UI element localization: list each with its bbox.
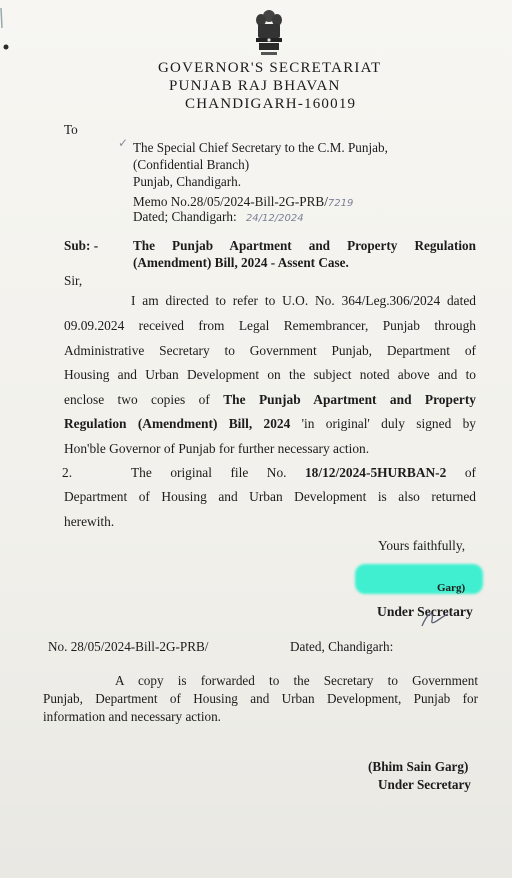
para2-word-no: No. — [266, 465, 287, 480]
para1-line-5 — [64, 387, 476, 412]
recipient-line-1: The Special Chief Secretary to the C.M. Punjab, — [133, 140, 388, 155]
signature-designation: Under Secretary — [377, 604, 473, 619]
para1-line-1: I am directed to refer to U.O. No. 364/Leg.306/2024 dated — [131, 293, 476, 308]
copy-dated-line: Dated, Chandigarh: — [290, 639, 394, 654]
para1-line-5-text: enclose two copies of — [64, 392, 210, 407]
para2-word-file: file — [230, 465, 249, 480]
subject-label: Sub: - — [64, 238, 99, 253]
header-line-1: GOVERNOR'S SECRETARIAT — [158, 60, 382, 76]
footer-signatory-name: (Bhim Sain Garg) — [368, 759, 469, 774]
copy-line-2: Punjab, Department of Housing and Urban Development, Punjab for — [43, 691, 478, 706]
memo-handwritten-number: 7219 — [327, 198, 354, 209]
footer-signatory-designation: Under Secretary — [378, 777, 471, 792]
bill-name-bold-2: Regulation (Amendment) Bill, 2024 — [64, 416, 291, 431]
copy-number-line: No. 28/05/2024-Bill-2G-PRB/ — [48, 639, 209, 654]
salutation: Sir, — [64, 273, 83, 288]
subject-line-2: (Amendment) Bill, 2024 - Assent Case. — [133, 255, 349, 270]
para2-line-2: Department of Housing and Urban Development is also returned — [64, 489, 476, 504]
signature-scrawl-icon — [420, 608, 450, 630]
tick-mark-icon: ✓ — [118, 136, 129, 150]
dated-line — [133, 208, 304, 227]
para1-line-6-text: 'in original' duly signed by — [301, 416, 476, 431]
para2-line-3: herewith. — [64, 514, 115, 529]
para1-line-2: 09.09.2024 received from Legal Remembrancer, Punjab through — [64, 318, 476, 333]
para2-word-of: of — [464, 465, 476, 480]
dated-handwritten: 24/12/2024 — [245, 213, 304, 224]
para1-line-6 — [64, 411, 476, 436]
state-emblem-icon — [252, 8, 286, 58]
copy-line-3: information and necessary action. — [43, 709, 221, 724]
recipient-line-3: Punjab, Chandigarh. — [133, 174, 242, 189]
para1-line-4: Housing and Urban Development on the subject noted above and to — [64, 367, 476, 382]
page-edge-mark — [0, 8, 6, 28]
header-line-2: PUNJAB RAJ BHAVAN — [169, 78, 341, 94]
recipient-line-2: (Confidential Branch) — [133, 157, 250, 172]
para2-number: 2. — [62, 465, 73, 480]
copy-line-1: A copy is forwarded to the Secretary to Government — [115, 673, 478, 688]
para2-line-1 — [131, 460, 476, 485]
para2-word-the: The — [131, 465, 152, 480]
para1-line-3: Administrative Secretary to Government Punjab, Department of — [64, 343, 476, 358]
para2-word-original: original — [170, 465, 212, 480]
para1-line-7: Hon'ble Governor of Punjab for further necessary action. — [64, 441, 370, 456]
dated-label: Dated; Chandigarh: — [133, 209, 237, 224]
signature-name-partial: Garg) — [437, 582, 466, 594]
memo-number: Memo No.28/05/2024-Bill-2G-PRB/ — [133, 194, 328, 209]
to-label: To — [64, 122, 78, 137]
bill-name-bold-1: The Punjab Apartment and Property — [223, 392, 476, 407]
closing: Yours faithfully, — [378, 538, 466, 553]
subject-line-1: The Punjab Apartment and Property Regulation — [133, 238, 476, 253]
page-dot — [3, 44, 9, 50]
file-number-bold: 18/12/2024-5HURBAN-2 — [304, 465, 447, 480]
header-line-3: CHANDIGARH-160019 — [185, 96, 357, 112]
